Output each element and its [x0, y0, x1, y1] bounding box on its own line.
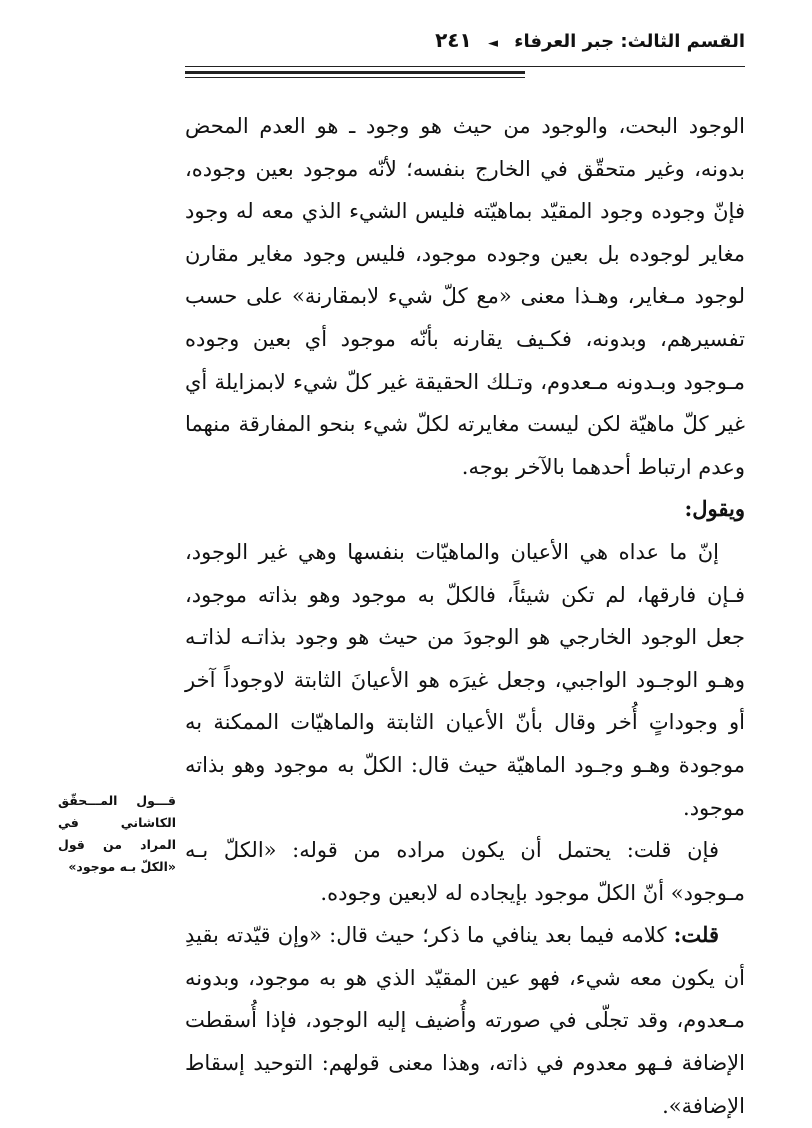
paragraph-4-text: كلامه فيما بعد ينافي ما ذكر؛ حيث قال: «وإن قيّدته بقيدِ أن يكون معه شيء، فهو عين المقيّد الذي هو به موجود، وبدونه مـعدوم، وقد تجلّى في صورته وأُضيف إليه الوجود، فإذا أُسقطت الإضافة فـهو معدوم في ذاته، وهذا معنى قولهم: التوحيد إسقاط الإضافة». — [185, 923, 745, 1118]
header-rule-double — [185, 77, 525, 78]
margin-note: قـــول المـــحقّق الكاشاني في المراد من قول «الكلّ بـه موجود» — [58, 793, 176, 874]
paragraph-1: الوجود البحت، والوجود من حيث هو وجود ـ هو العدم المحض بدونه، وغير متحقّق في الخارج بنفسه؛ لأنّه موجود بعين وجوده، فإنّ وجوده وجود المقيّد بماهيّته فليس الشيء الذي معه له وجود مغاير لوجوده بل بعين وجوده موجود، فليس وجود مغاير مقارن لوجود مـغاير، وهـذا معنى «مع كلّ شيء لابمقارنة» على حسب تفسيرهم، وبدونه، فكـيف يقارنه بأنّه موجود أي بعين وجوده مـوجود وبـدونه مـعدوم، وتـلك الحقيقة غير كلّ شيء لابمزايلة أي غير كلّ ماهيّة لكن ليست مغايرته لكلّ شيء بنحو المفارقة منهما وعدم ارتباط أحدهما بالآخر بوجه. — [185, 114, 745, 479]
paragraph-4-lead: قلت: — [673, 922, 719, 948]
triangle-marker-icon: ◄ — [488, 36, 498, 51]
header-rule — [185, 66, 745, 67]
paragraph-2: إنّ ما عداه هي الأعيان والماهيّات بنفسها وهي غير الوجود، فـإن فارقها، لم تكن شيئاً، فالكلّ به موجود وهو بذاته موجود، جعل الوجود الخارجي هو الوجودَ من حيث هو وجود بذاتـه لذاتـه وهـو الوجـود الواجبي، وجعل غيرَه هو الأعيانَ الثابتة لاوجوداً آخر أو وجوداتٍ أُخر وقال بأنّ الأعيان الثابتة والماهيّات الممكنة به موجودة وهـو وجـود الماهيّة حيث قال: الكلّ به موجود وهو بذاته موجود. — [185, 539, 745, 820]
running-title: القسم الثالث: جبر العرفاء — [514, 31, 745, 52]
running-head — [435, 28, 745, 52]
section-heading: ويقول: — [684, 496, 745, 522]
paragraph-4 — [185, 914, 745, 1127]
main-text — [185, 105, 745, 1127]
page-header — [185, 28, 745, 62]
paragraph-3: فإن قلت: يحتمل أن يكون مراده من قوله: «الكلّ بـه مـوجود» أنّ الكلّ موجود بإيجاده له لابعين وجوده. — [185, 838, 745, 905]
header-rule-thick — [185, 71, 525, 74]
page-number: ٢٤١ — [435, 28, 472, 52]
